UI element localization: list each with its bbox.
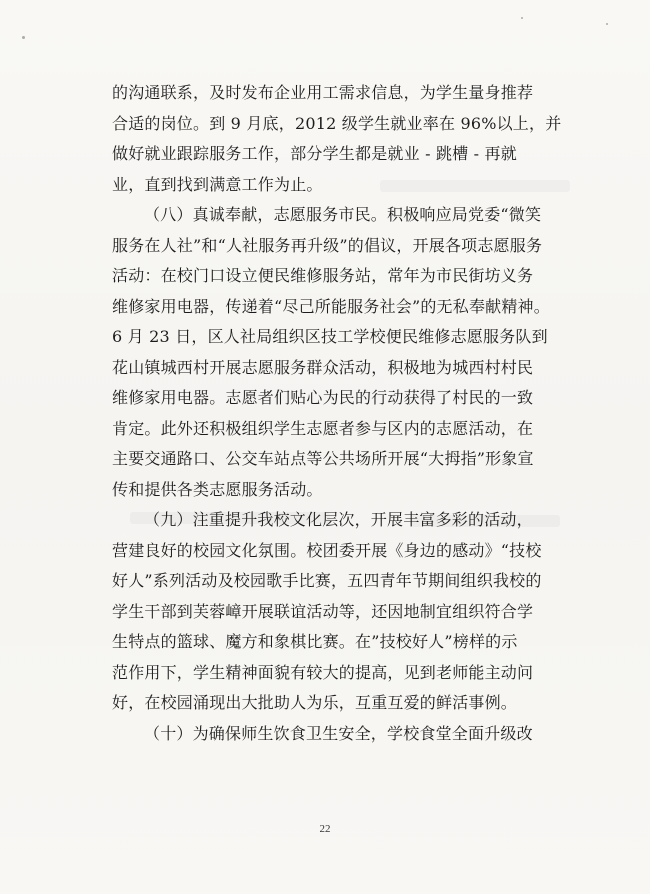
scan-speck [22, 36, 25, 39]
text-line: 业，直到找到满意工作为止。 [112, 174, 323, 194]
section-heading-line: （十）为确保师生饮食卫生安全，学校食堂全面升级改 [144, 723, 533, 743]
text-line: 合适的岗位。到 9 月底，2012 级学生就业率在 96%以上，并 [112, 113, 562, 133]
text-line: 好，在校园涌现出大批助人为乐，互重互爱的鲜活事例。 [112, 693, 518, 712]
text-line: 主要交通路口、公交车站点等公共场所开展“大拇指”形象宣 [112, 449, 534, 468]
page-number: 22 [319, 823, 331, 835]
scan-speck [521, 17, 523, 19]
text-line: 范作用下，学生精神面貌有较大的提高，见到老师能主动问 [112, 662, 534, 682]
text-line: 活动：在校门口设立便民维修服务站，常年为市民街坊义务 [112, 266, 534, 285]
text-line: 花山镇城西村开展志愿服务群众活动，积极地为城西村村民 [112, 357, 534, 377]
text-line: 好人”系列活动及校园歌手比赛，五四青年节期间组织我校的 [112, 571, 542, 590]
text-line: 维修家用电器。志愿者们贴心为民的行动获得了村民的一致 [112, 388, 534, 407]
text-line: 维修家用电器，传递着“尽己所能服务社会”的无私奉献精神。 [112, 296, 550, 316]
text-line: 服务在人社”和“人社服务再升级”的倡议，开展各项志愿服务 [112, 235, 543, 255]
text-line: 学生干部到芙蓉嶂开展联谊活动等，还因地制宜组织符合学 [112, 601, 534, 621]
section-heading-line: （九）注重提升我校文化层次，开展丰富多彩的活动， [144, 510, 533, 529]
text-line: 传和提供各类志愿服务活动。 [112, 479, 323, 499]
text-line: 做好就业跟踪服务工作，部分学生都是就业 - 跳槽 - 再就 [112, 144, 517, 163]
section-heading-line: （八）真诚奉献，志愿服务市民。积极响应局党委“微笑 [144, 205, 542, 224]
text-line: 6 月 23 日，区人社局组织区技工学校便民维修志愿服务队到 [112, 327, 548, 346]
text-line: 营建良好的校园文化氛围。校团委开展《身边的感动》“技校 [112, 540, 542, 560]
document-body [112, 78, 580, 749]
text-line: 生特点的篮球、魔方和象棋比赛。在”技校好人”榜样的示 [112, 632, 518, 651]
text-line: 肯定。此外还积极组织学生志愿者参与区内的志愿活动，在 [112, 418, 534, 438]
text-line: 的沟通联系，及时发布企业用工需求信息，为学生量身推荐 [112, 83, 534, 102]
scan-speck [606, 23, 608, 25]
